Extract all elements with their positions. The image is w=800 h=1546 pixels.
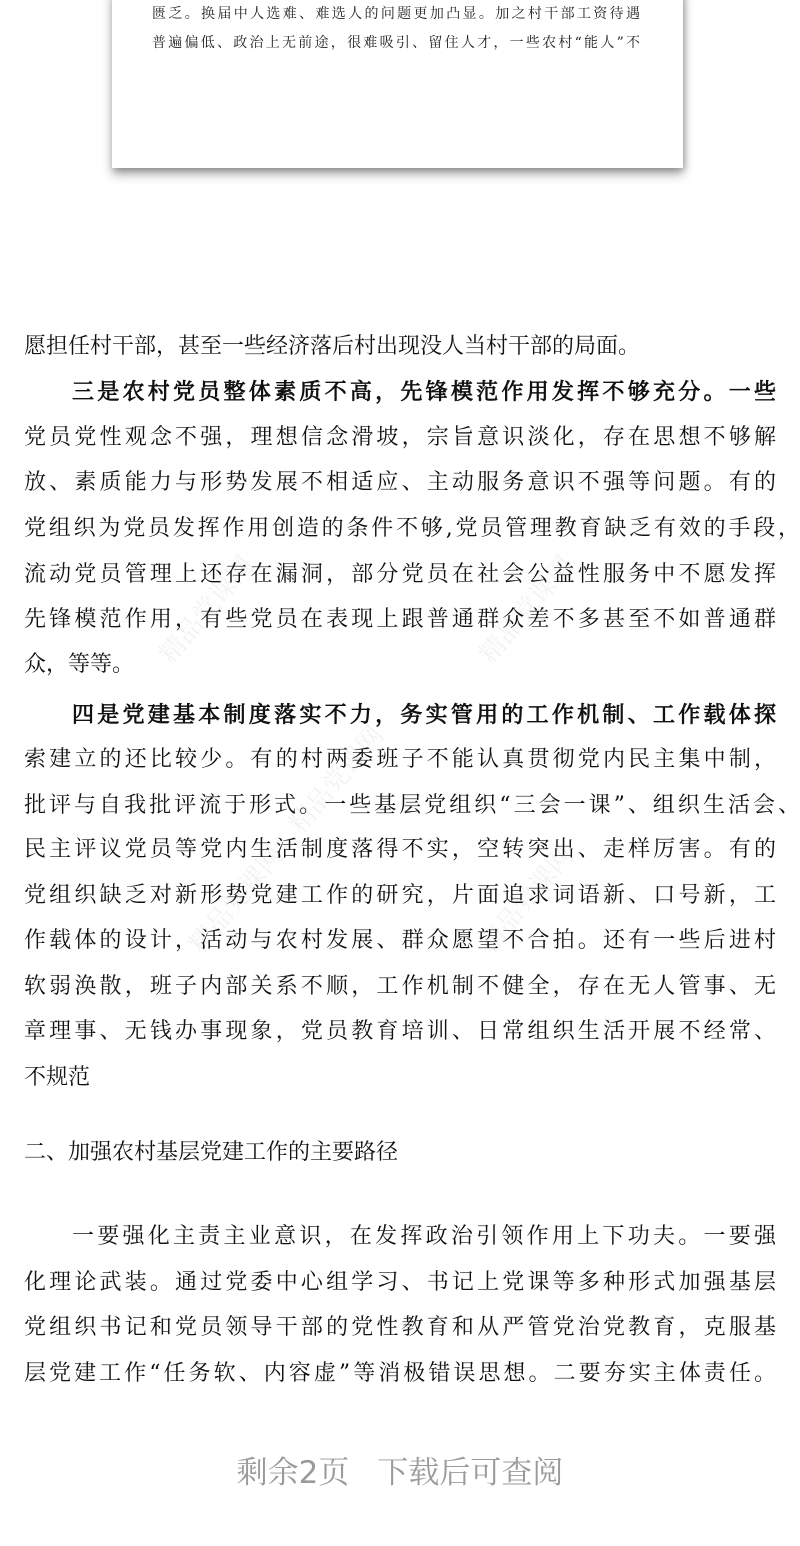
body-line: 众，等等。 [24,652,135,677]
body-line: 民主评议党员等党内生活制度落得不实，空转突出、走样厉害。有的 [24,837,776,862]
body-line: 层党建工作“任务软、内容虚”等消极错误思想。二要夯实主体责任。 [24,1361,776,1386]
body-line-subheading: 三是农村党员整体素质不高，先锋模范作用发挥不够充分。一些 [72,379,776,405]
body-line: 索建立的还比较少。有的村两委班子不能认真贯彻党内民主集中制， [24,747,776,772]
download-to-view-label: 下载后可查阅 [377,1455,564,1491]
card-text-line: 普遍偏低、政治上无前途，很难吸引、留住人才，一些农村“能人”不 [152,35,640,51]
body-line: 放、素质能力与形势发展不相适应、主动服务意识不强等问题。有的 [24,470,776,495]
watermark: 精品党课网 [153,550,261,670]
section-heading: 二、加强农村基层党建工作的主要路径 [24,1140,399,1165]
body-line: 党组织书记和党员领导干部的党性教育和从严管党治党教育，克服基 [24,1315,776,1340]
body-line: 党员党性观念不强，理想信念滑坡，宗旨意识淡化，存在思想不够解 [24,425,776,450]
body-line: 先锋模范作用，有些党员在表现上跟普通群众差不多甚至不如普通群 [24,607,776,632]
remaining-pages-label: 剩余2页 [236,1455,350,1491]
body-line: 一要强化主责主业意识，在发挥政治引领作用上下功夫。一要强 [72,1224,776,1249]
card-text-line: 匮乏。换届中人选难、难选人的问题更加凸显。加之村干部工资待遇 [152,6,640,22]
body-line: 流动党员管理上还存在漏洞，部分党员在社会公益性服务中不愿发挥 [24,562,776,587]
body-line: 党组织缺乏对新形势党建工作的研究，片面追求词语新、口号新，工 [24,883,776,908]
body-line: 软弱涣散，班子内部关系不顺，工作机制不健全，存在无人管事、无 [24,974,776,999]
body-line: 章理事、无钱办事现象，党员教育培训、日常组织生活开展不经常、 [24,1019,776,1044]
preview-page-card [112,0,683,168]
body-line: 化理论武装。通过党委中心组学习、书记上党课等多种形式加强基层 [24,1270,776,1295]
watermark: 精品党课网 [473,840,581,960]
body-line-subheading: 四是党建基本制度落实不力，务实管用的工作机制、工作载体探 [72,702,776,728]
watermark: 精品党课网 [183,840,291,960]
download-prompt[interactable] [0,1447,800,1492]
body-line: 不规范 [24,1065,91,1090]
body-line: 作载体的设计，活动与农村发展、群众愿望不合拍。还有一些后进村 [24,928,776,953]
body-line: 批评与自我批评流于形式。一些基层党组织“三会一课”、组织生活会、 [24,793,800,818]
watermark: 精品党课网 [283,720,391,840]
watermark: 精品党课网 [473,550,581,670]
body-line: 愿担任村干部，甚至一些经济落后村出现没人当村干部的局面。 [24,334,641,359]
body-line: 党组织为党员发挥作用创造的条件不够,党员管理教育缺乏有效的手段， [24,516,800,541]
